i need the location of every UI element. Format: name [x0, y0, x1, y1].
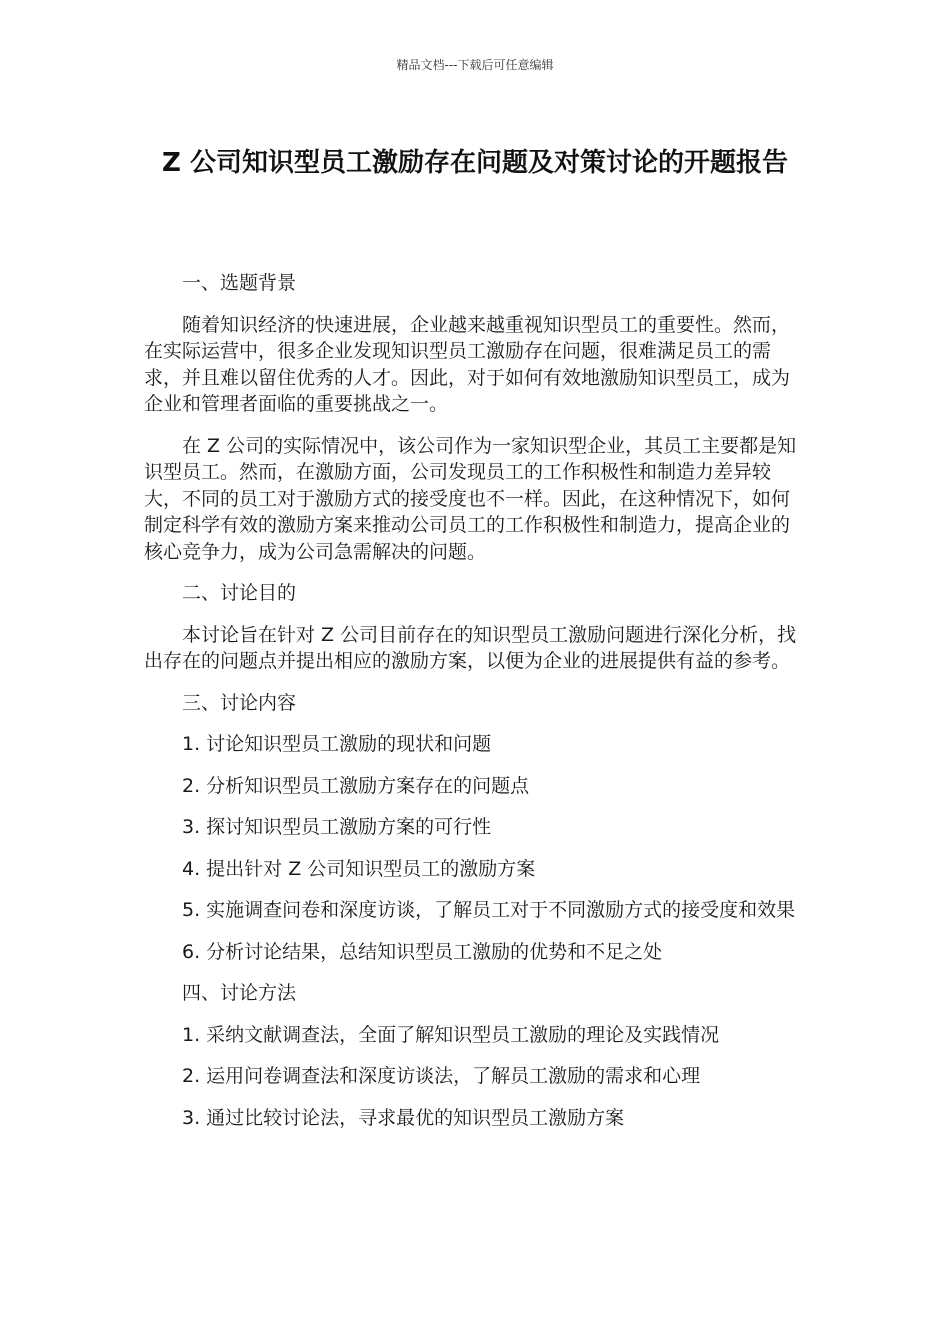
section-heading-purpose: 二、讨论目的 — [182, 582, 297, 604]
section-heading-method: 四、讨论方法 — [182, 982, 297, 1004]
document-body — [144, 270, 804, 1146]
content-item-2: 2. 分析知识型员工激励方案存在的问题点 — [182, 774, 530, 797]
background-paragraph-1: 随着知识经济的快速进展，企业越来越重视知识型员工的重要性。然而，在实际运营中，很多企业发现知识型员工激励存在问题，很难满足员工的需求，并且难以留住优秀的人才。因此，对于如何有效地激励知识型员工，成为企业和管理者面临的重要挑战之一。 — [144, 313, 791, 415]
content-item-5: 5. 实施调查问卷和深度访谈，了解员工对于不同激励方式的接受度和效果 — [182, 899, 796, 921]
purpose-paragraph: 本讨论旨在针对 Z 公司目前存在的知识型员工激励问题进行深化分析，找出存在的问题点并提出相应的激励方案，以便为企业的进展提供有益的参考。 — [144, 623, 797, 672]
method-item-2: 2. 运用问卷调查法和深度访谈法，了解员工激励的需求和心理 — [182, 1065, 701, 1087]
content-item-3: 3. 探讨知识型员工激励方案的可行性 — [182, 816, 492, 838]
method-item-1: 1. 采纳文献调查法，全面了解知识型员工激励的理论及实践情况 — [182, 1023, 720, 1046]
section-heading-content: 三、讨论内容 — [182, 691, 297, 714]
background-paragraph-2: 在 Z 公司的实际情况中，该公司作为一家知识型企业，其员工主要都是知识型员工。然而，在激励方面，公司发现员工的工作积极性和制造力差异较大，不同的员工对于激励方式的接受度也不一样。因此，在这种情况下，如何制定科学有效的激励方案来推动公司员工的工作积极性和制造力，提高企业的核心竞争力，成为公司急需解决的问题。 — [144, 434, 797, 563]
method-item-3: 3. 通过比较讨论法，寻求最优的知识型员工激励方案 — [182, 1106, 625, 1129]
section-heading-background: 一、选题背景 — [182, 272, 297, 294]
content-item-4: 4. 提出针对 Z 公司知识型员工的激励方案 — [182, 857, 536, 880]
document-title: Z 公司知识型员工激励存在问题及对策讨论的开题报告 — [162, 148, 788, 178]
header-note: 精品文档---下载后可任意编辑 — [396, 58, 554, 72]
content-item-1: 1. 讨论知识型员工激励的现状和问题 — [182, 733, 492, 755]
content-item-6: 6. 分析讨论结果，总结知识型员工激励的优势和不足之处 — [182, 940, 663, 963]
